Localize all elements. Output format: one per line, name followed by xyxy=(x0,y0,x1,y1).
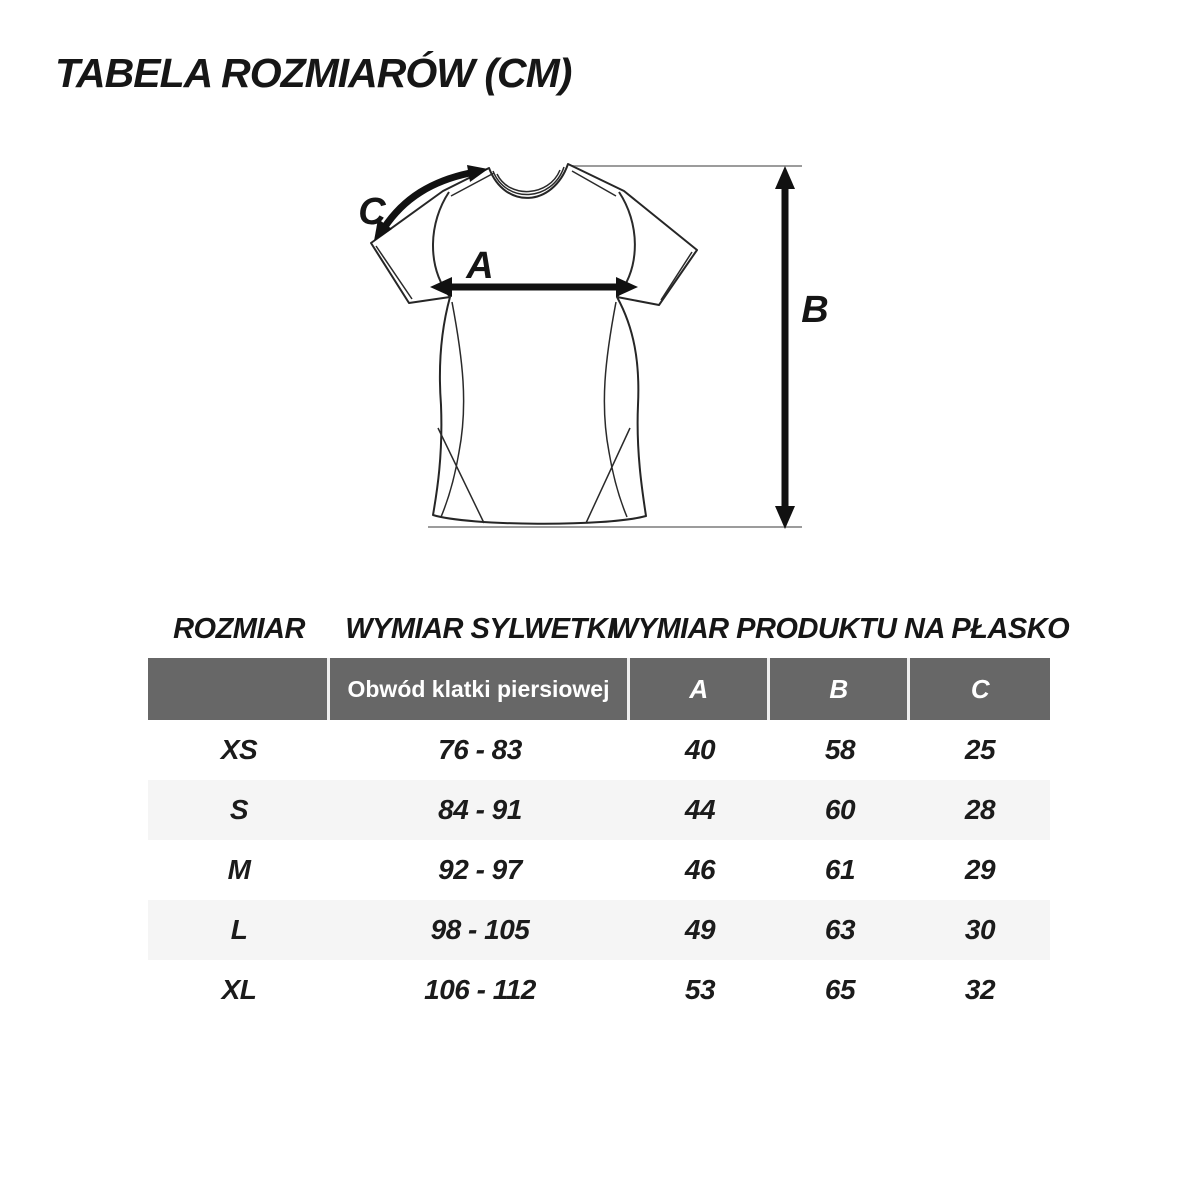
size-table-group-headers xyxy=(148,612,1070,658)
c-cell: 29 xyxy=(964,854,996,885)
a-cell: 53 xyxy=(684,974,716,1005)
a-cell: 44 xyxy=(630,780,770,840)
size-cell: XS xyxy=(220,734,258,765)
group-header-wymiar-produktu: WYMIAR PRODUKTU NA PŁASKO xyxy=(610,612,1070,645)
page-title: TABELA ROZMIARÓW (CM) xyxy=(55,50,572,96)
tshirt-diagram xyxy=(330,140,840,560)
size-cell: M xyxy=(227,854,251,885)
b-cell: 61 xyxy=(824,854,856,885)
header-a: A xyxy=(630,658,770,720)
measure-b-arrow xyxy=(775,166,795,529)
header-b: B xyxy=(770,658,910,720)
b-cell: 65 xyxy=(824,974,856,1005)
chest-cell: 92 - 97 xyxy=(438,854,522,885)
a-cell: 46 xyxy=(684,854,716,885)
chest-cell: 76 - 83 xyxy=(438,734,522,765)
measure-c-label: C xyxy=(358,191,386,233)
a-cell: 40 xyxy=(684,734,716,765)
a-cell: 49 xyxy=(630,900,770,960)
group-header-wymiar-sylwetki: WYMIAR SYLWETKI xyxy=(345,612,615,645)
b-cell: 63 xyxy=(770,900,910,960)
measure-a-label: A xyxy=(466,245,494,287)
group-header-rozmiar: ROZMIAR xyxy=(173,612,305,645)
size-table-grid xyxy=(148,658,1050,1020)
c-cell: 32 xyxy=(964,974,996,1005)
b-cell: 58 xyxy=(824,734,856,765)
measure-b-label: B xyxy=(801,289,829,331)
header-size-blank xyxy=(148,658,330,720)
chest-cell: 106 - 112 xyxy=(424,974,536,1005)
header-c: C xyxy=(910,658,1050,720)
tshirt-outline xyxy=(371,164,697,524)
size-cell: XL xyxy=(221,974,257,1005)
b-cell: 60 xyxy=(770,780,910,840)
tshirt-diagram-svg xyxy=(330,140,840,560)
chest-cell: 84 - 91 xyxy=(330,780,630,840)
size-cell: S xyxy=(148,780,330,840)
c-cell: 28 xyxy=(910,780,1050,840)
size-table xyxy=(148,612,1070,1020)
size-cell: L xyxy=(148,900,330,960)
c-cell: 25 xyxy=(964,734,996,765)
c-cell: 30 xyxy=(910,900,1050,960)
chest-cell: 98 - 105 xyxy=(330,900,630,960)
header-chest: Obwód klatki piersiowej xyxy=(330,658,630,720)
